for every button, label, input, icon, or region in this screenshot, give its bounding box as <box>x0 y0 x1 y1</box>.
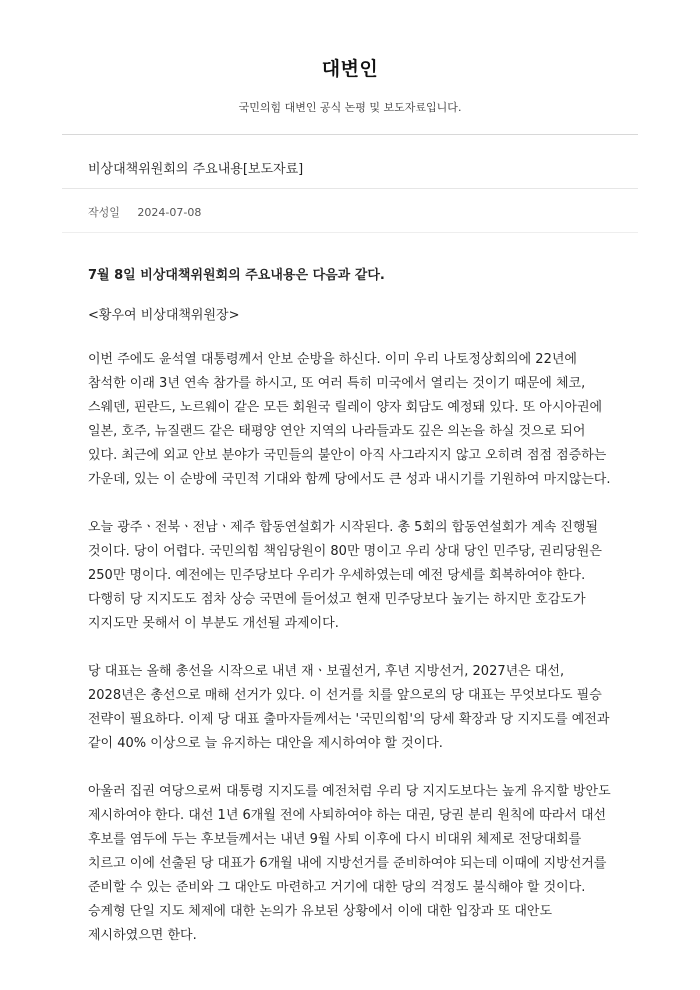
post-title: 비상대책위원회의 주요내용[보도자료] <box>88 162 304 177</box>
meta-divider <box>62 232 638 233</box>
site-title[interactable]: 대변인 <box>321 58 379 80</box>
post-meta <box>88 204 201 220</box>
article-paragraph: 이번 주에도 윤석열 대통령께서 안보 순방을 하신다. 이미 우리 나토정상회의에 22년에 참석한 이래 3년 연속 참가를 하시고, 또 여러 특히 미국에서 열리는 것이기 때문에 체코, 스웨덴, 핀란드, 노르웨이 같은 모든 회원국 릴레이 양자 회담도 예정돼 있다. 또 아시아권에 일본, 호주, 뉴질랜드 같은 태평양 연안 지역의 나라들과도 깊은 의논을 하실 것으로 되어 있다. 최근에 외교 안보 분야가 국민들의 불안이 아직 사그라지지 않고 오히려 점점 점증하는 가운데, 있는 이 순방에 국민적 기대와 함께 당에서도 큰 성과 내시기를 기원하여 마지않는다. <box>88 352 611 487</box>
title-divider <box>62 188 638 189</box>
site-header <box>0 0 700 115</box>
article-lead: 7월 8일 비상대책위원회의 주요내용은 다음과 같다. <box>88 268 385 283</box>
header-divider <box>62 134 638 135</box>
article-paragraph: 오늘 광주ㆍ전북ㆍ전남ㆍ제주 합동연설회가 시작된다. 총 5회의 합동연설회가 계속 진행될 것이다. 당이 어렵다. 국민의힘 책임당원이 80만 명이고 우리 상대 당인 민주당, 권리당원은 250만 명이다. 예전에는 민주당보다 우리가 우세하였는데 예전 당세를 회복하여야 한다. 다행히 당 지지도도 점차 상승 국면에 들어섰고 현재 민주당보다 높기는 하지만 호감도가 지지도만 못해서 이 부분도 개선될 과제이다. <box>88 520 602 631</box>
speaker-heading: <황우여 비상대책위원장> <box>88 308 240 323</box>
article-paragraph: 아울러 집권 여당으로써 대통령 지지도를 예전처럼 우리 당 지지도보다는 높게 유지할 방안도 제시하여야 한다. 대선 1년 6개월 전에 사퇴하여야 하는 대권, 당권 분리 원칙에 따라서 대선 후보를 염두에 두는 후보들께서는 내년 9월 사퇴 이후에 다시 비대위 체제로 전당대회를 치르고 이에 선출된 당 대표가 6개월 내에 지방선거를 준비하여야 되는데 이때에 지방선거를 준비할 수 있는 준비와 그 대안도 마련하고 거기에 대한 당의 걱정도 불식해야 할 것이다. 승계형 단일 지도 체제에 대한 논의가 유보된 상황에서 이에 대한 입장과 또 대안도 제시하였으면 한다. <box>88 784 611 943</box>
date-label: 작성일 <box>88 206 120 219</box>
article-paragraph: 당 대표는 올해 총선을 시작으로 내년 재ㆍ보궐선거, 후년 지방선거, 2027년은 대선, 2028년은 총선으로 매해 선거가 있다. 이 선거를 치를 앞으로의 당 대표는 무엇보다도 필승 전략이 필요하다. 이제 당 대표 출마자들께서는 '국민의힘'의 당세 확장과 당 지지도를 예전과 같이 40% 이상으로 늘 유지하는 대안을 제시하여야 할 것이다. <box>88 664 610 751</box>
article-body <box>88 264 618 972</box>
post-date: 2024-07-08 <box>137 206 202 219</box>
site-description: 국민의힘 대변인 공식 논평 및 보도자료입니다. <box>238 101 462 114</box>
